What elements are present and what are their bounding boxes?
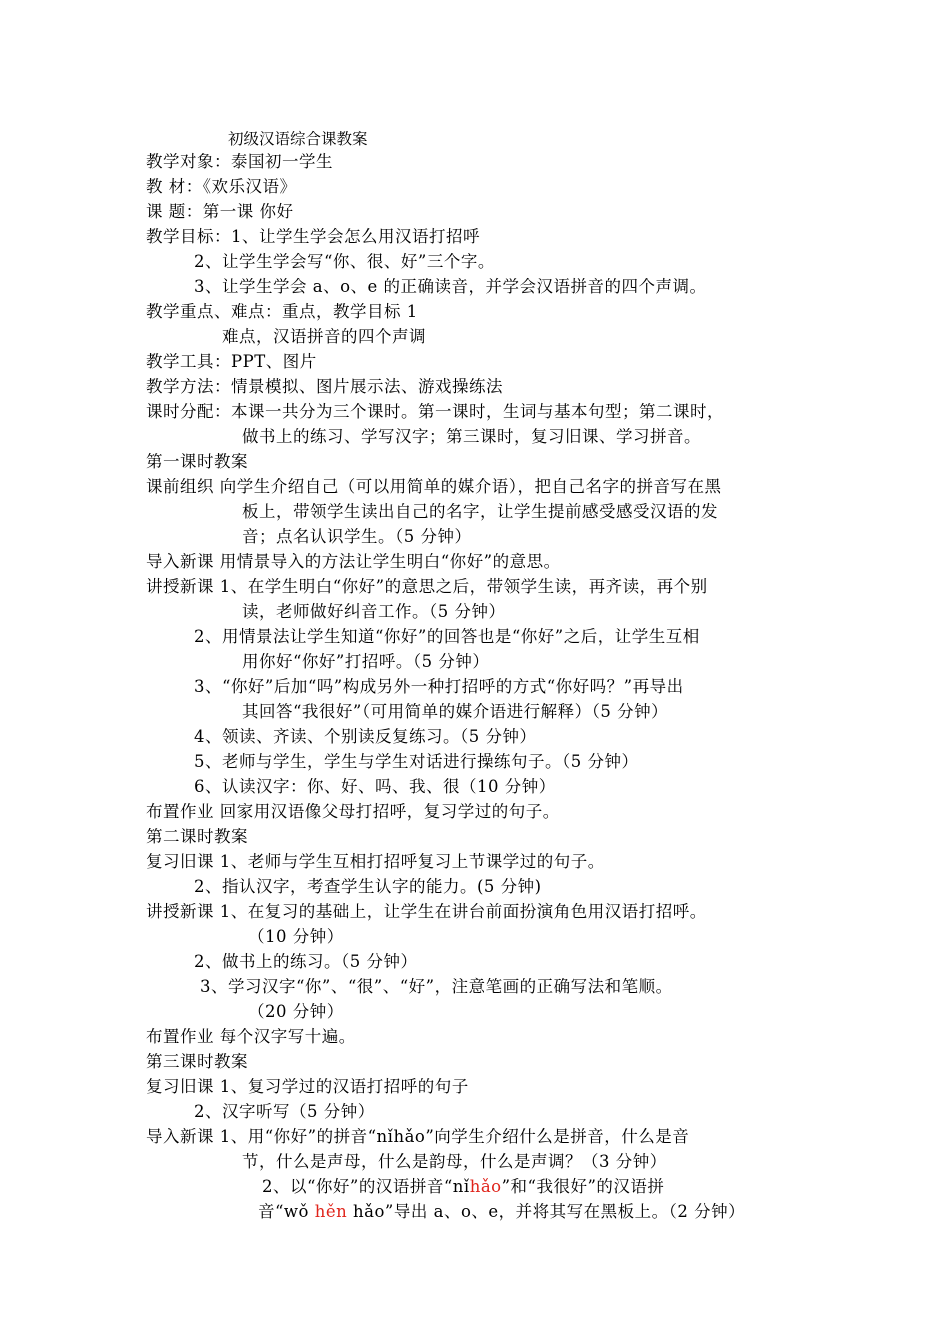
text-line: 教学方法：情景模拟、图片展示法、游戏操练法	[146, 377, 503, 396]
highlighted-pinyin: hǎo	[469, 1177, 502, 1196]
text-line: 复习旧课 1、老师与学生互相打招呼复习上节课学过的句子。	[146, 852, 605, 871]
text-line: 3、让学生学会 a、o、e 的正确读音，并学会汉语拼音的四个声调。	[194, 277, 707, 296]
text-line: 讲授新课 1、在复习的基础上，让学生在讲台前面扮演角色用汉语打招呼。	[146, 902, 707, 921]
text-segment: 2、以“你好”的汉语拼音“nǐ	[262, 1177, 470, 1196]
text-segment: ”和“我很好”的汉语拼	[501, 1177, 665, 1196]
text-line: 6、认读汉字：你、好、吗、我、很（10 分钟）	[194, 777, 556, 796]
text-line: 2、指认汉字，考查学生认字的能力。(5 分钟)	[194, 877, 542, 896]
section-heading: 第一课时教案	[146, 452, 248, 471]
text-line-with-highlight	[258, 1201, 745, 1223]
text-line: 教学重点、难点：重点，教学目标 1	[146, 302, 418, 321]
text-line: 讲授新课 1、在学生明白“你好”的意思之后，带领学生读，再齐读，再个别	[146, 577, 708, 596]
text-line: 用你好“你好”打招呼。（5 分钟）	[242, 652, 490, 671]
text-line: 音；点名认识学生。（5 分钟）	[242, 527, 472, 546]
text-line: 4、领读、齐读、个别读反复练习。（5 分钟）	[194, 727, 537, 746]
text-line: 教学工具：PPT、图片	[146, 352, 317, 371]
text-line: 复习旧课 1、复习学过的汉语打招呼的句子	[146, 1077, 469, 1096]
text-line: 教学对象：泰国初一学生	[146, 152, 333, 171]
text-line: 3、学习汉字“你”、“很”、“好”，注意笔画的正确写法和笔顺。	[200, 977, 673, 996]
highlighted-pinyin: hěn	[314, 1202, 348, 1221]
text-segment: 音“wǒ	[258, 1202, 315, 1221]
text-line: 2、做书上的练习。（5 分钟）	[194, 952, 418, 971]
text-segment: hǎo”导出 a、o、e，并将其写在黑板上。（2 分钟）	[347, 1202, 746, 1221]
text-line: 5、老师与学生，学生与学生对话进行操练句子。（5 分钟）	[194, 752, 639, 771]
text-line: 2、让学生学会写“你、很、好”三个字。	[194, 252, 495, 271]
section-heading: 第三课时教案	[146, 1052, 248, 1071]
text-line: （20 分钟）	[248, 1002, 344, 1021]
section-heading: 第二课时教案	[146, 827, 248, 846]
text-line: 教学目标：1、让学生学会怎么用汉语打招呼	[146, 227, 480, 246]
text-line: 导入新课 用情景导入的方法让学生明白“你好”的意思。	[146, 552, 561, 571]
text-line: 2、汉字听写（5 分钟）	[194, 1102, 375, 1121]
text-line: 板上，带领学生读出自己的名字，让学生提前感受感受汉语的发	[242, 502, 718, 521]
text-line: 2、用情景法让学生知道“你好”的回答也是“你好”之后，让学生互相	[194, 627, 700, 646]
text-line: 其回答“我很好”（可用简单的媒介语进行解释）（5 分钟）	[242, 702, 669, 721]
text-line: 3、“你好”后加“吗”构成另外一种打招呼的方式“你好吗？”再导出	[194, 677, 684, 696]
text-line: 导入新课 1、用“你好”的拼音“nǐhǎo”向学生介绍什么是拼音，什么是音	[146, 1127, 690, 1146]
text-line: 做书上的练习、学写汉字；第三课时，复习旧课、学习拼音。	[242, 427, 701, 446]
text-line: 课 题：第一课 你好	[146, 202, 294, 221]
text-line-with-highlight	[262, 1176, 664, 1198]
text-line: 教 材：《欢乐汉语》	[146, 177, 297, 196]
text-line: 节，什么是声母，什么是韵母，什么是声调？（3 分钟）	[242, 1152, 667, 1171]
text-line: 难点，汉语拼音的四个声调	[222, 327, 426, 346]
document-title: 初级汉语综合课教案	[228, 130, 368, 148]
text-line: 课时分配：本课一共分为三个课时。第一课时，生词与基本句型；第二课时，	[146, 402, 724, 421]
text-line: 布置作业 回家用汉语像父母打招呼，复习学过的句子。	[146, 802, 560, 821]
text-line: 课前组织 向学生介绍自己（可以用简单的媒介语），把自己名字的拼音写在黑	[146, 477, 722, 496]
text-line: 布置作业 每个汉字写十遍。	[146, 1027, 356, 1046]
text-line: 读，老师做好纠音工作。（5 分钟）	[242, 602, 506, 621]
text-line: （10 分钟）	[248, 927, 344, 946]
